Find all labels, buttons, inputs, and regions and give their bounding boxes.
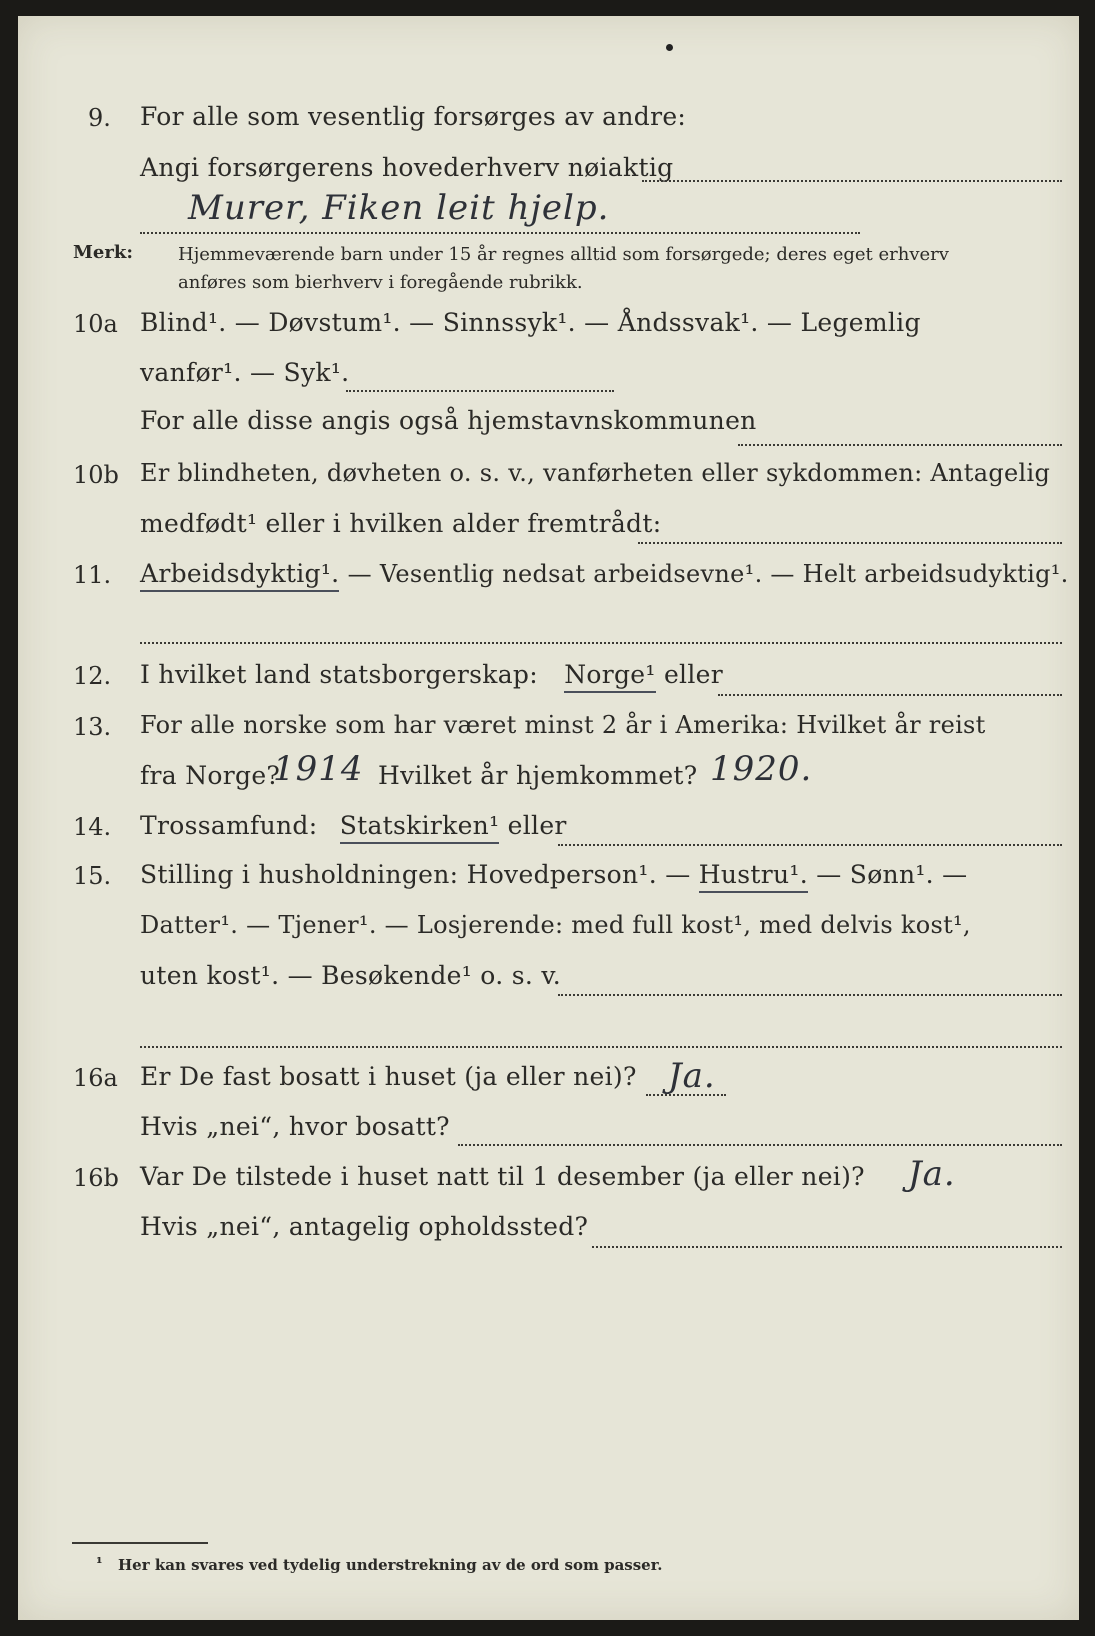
q12-line [718, 694, 1062, 696]
q10a-kommune-line [738, 444, 1062, 446]
q14-line [558, 844, 1062, 846]
q15-number: 15. [73, 862, 112, 890]
q12-norge: Norge¹ [564, 660, 656, 693]
q11-arbeidsdyktig [140, 559, 1069, 588]
q13-line1: For alle norske som har været minst 2 år i Amerika: Hvilket år reist [140, 711, 986, 739]
q12-number: 12. [73, 662, 112, 690]
q10b-line [638, 542, 1062, 544]
q9-line1: For alle som vesentlig forsørges av andre: [140, 102, 687, 131]
q12-text [140, 660, 723, 689]
q13-hjemkommet: Hvilket år hjemkommet? [378, 761, 698, 790]
footnote-rule [72, 1542, 208, 1544]
q16a-line1: Er De fast bosatt i huset (ja eller nei)? [140, 1062, 637, 1091]
q15-hustru: Hustru¹. [699, 860, 808, 893]
q9-answer-line [140, 232, 860, 234]
footnote-text: Her kan svares ved tydelig understrekning av de ord som passer. [118, 1556, 663, 1574]
q15-line1-b: — Sønn¹. — [816, 860, 968, 889]
q10b-line1: Er blindheten, døvheten o. s. v., vanførheten eller sykdommen: Antagelig [140, 459, 1051, 487]
q16a-line2-dots [458, 1144, 1062, 1146]
q9-number: 9. [88, 104, 111, 132]
q16a-handwritten-answer: Ja. [668, 1056, 716, 1096]
merk-line1: Hjemmeværende barn under 15 år regnes alltid som forsørgede; deres eget erhverv [178, 244, 949, 265]
q16a-line2: Hvis „nei“, hvor bosatt? [140, 1112, 450, 1141]
q11-number: 11. [73, 561, 112, 589]
q15-line1-a: Stilling i husholdningen: Hovedperson¹. — [140, 860, 691, 889]
q15-line3: uten kost¹. — Besøkende¹ o. s. v. [140, 961, 562, 990]
q10a-syk-line [346, 390, 614, 392]
q14-eller: eller [507, 811, 567, 840]
merk-label: Merk: [73, 242, 133, 263]
census-form-page [18, 16, 1079, 1620]
q11-arbeidsdyktig-underlined: Arbeidsdyktig¹. [140, 559, 339, 592]
merk-line2: anføres som bierhverv i foregående rubrikk. [178, 272, 583, 293]
q13-year-left: 1914 [273, 749, 364, 789]
q10b-number: 10b [73, 461, 119, 489]
q10a-number: 10a [73, 310, 118, 338]
q15-line1 [140, 860, 967, 889]
q9-dotted-line [642, 180, 1062, 182]
q16b-line1: Var De tilstede i huset natt til 1 desember (ja eller nei)? [140, 1162, 865, 1191]
q10a-line2: vanfør¹. — Syk¹. [140, 358, 350, 387]
q16b-number: 16b [73, 1164, 119, 1192]
q13-year-home: 1920. [710, 749, 813, 789]
q14-question: Trossamfund: [140, 811, 318, 840]
q16b-line2: Hvis „nei“, antagelig opholdssted? [140, 1212, 589, 1241]
q13-fra-norge: fra Norge? [140, 761, 281, 790]
q11-line [140, 642, 1062, 644]
q16b-handwritten-answer: Ja. [908, 1154, 956, 1194]
q15-extra-line [140, 1046, 1062, 1048]
q16b-line2-dots [592, 1246, 1062, 1248]
q14-number: 14. [73, 813, 112, 841]
ink-dot [666, 44, 673, 51]
q10a-line3: For alle disse angis også hjemstavnskommunen [140, 406, 757, 435]
footnote-marker: ¹ [96, 1554, 103, 1572]
q9-handwritten-answer: Murer, Fiken leit hjelp. [188, 188, 610, 228]
q13-number: 13. [73, 713, 112, 741]
q12-question: I hvilket land statsborgerskap: [140, 660, 538, 689]
q14-statskirken: Statskirken¹ [340, 811, 500, 844]
q10a-line1: Blind¹. — Døvstum¹. — Sinnssyk¹. — Åndssvak¹. — Legemlig [140, 308, 921, 337]
q14-text [140, 811, 567, 840]
q12-eller: eller [663, 660, 723, 689]
q15-line3-dots [558, 994, 1062, 996]
q11-rest: — Vesentlig nedsat arbeidsevne¹. — Helt arbeidsudyktig¹. [347, 560, 1069, 588]
q10b-line2: medfødt¹ eller i hvilken alder fremtrådt: [140, 509, 662, 538]
q15-line2: Datter¹. — Tjener¹. — Losjerende: med full kost¹, med delvis kost¹, [140, 911, 971, 939]
q9-line2: Angi forsørgerens hovederhverv nøiaktig [140, 153, 674, 182]
q16a-number: 16a [73, 1064, 118, 1092]
